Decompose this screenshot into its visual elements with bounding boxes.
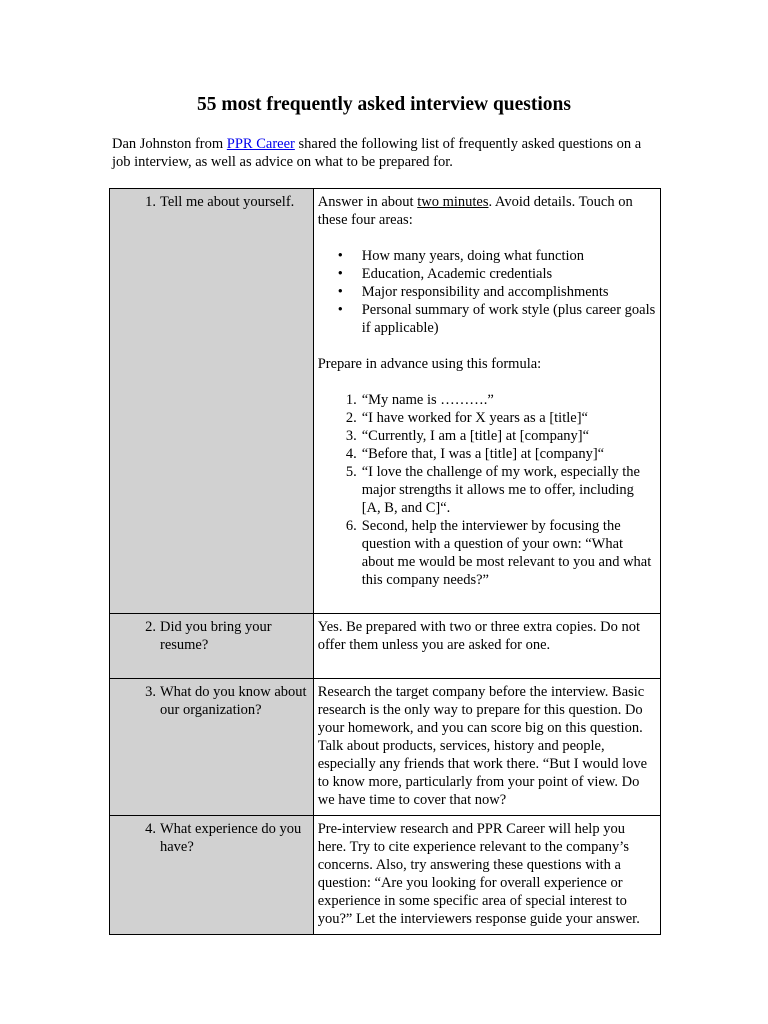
list-number: 5. [345, 464, 357, 480]
page-title: 55 most frequently asked interview questions [197, 94, 571, 115]
answer-underlined-text: two minutes [417, 194, 489, 210]
list-item [318, 247, 656, 265]
list-item [318, 391, 656, 409]
list-number: 6. [345, 518, 357, 534]
list-item-text: Major responsibility and accomplishments [361, 284, 609, 300]
intro-text-after: shared the following list of frequently asked questions on a job interview, as well as advice on what to be prepared for. [112, 136, 642, 170]
list-item-text: How many years, doing what function [361, 248, 585, 264]
list-item-text: “I love the challenge of my work, especially the major strengths it allows me to offer, including [A, B, and C]“. [361, 464, 640, 516]
answer-cell [313, 679, 660, 816]
answer-cell [313, 189, 660, 614]
table-row [110, 614, 661, 679]
formula-numbered-list [318, 391, 656, 589]
list-item [318, 283, 656, 301]
list-item [318, 445, 656, 463]
questions-table [109, 188, 661, 935]
answer-text-after: . Avoid details. Touch on these four areas: [317, 194, 633, 228]
question-number: 3. [145, 684, 156, 700]
table-row [110, 816, 661, 935]
list-item-text: “My name is ……….” [361, 392, 494, 408]
list-item-text: “I have worked for X years as a [title]“ [361, 410, 588, 426]
list-item [318, 517, 656, 589]
list-item [318, 463, 656, 517]
list-item [318, 301, 656, 337]
list-number: 3. [345, 428, 357, 444]
intro-text-before: Dan Johnston from [112, 136, 227, 152]
bullet-icon: • [337, 248, 343, 264]
answer-cell [313, 614, 660, 679]
table-row [110, 679, 661, 816]
answer-text [318, 193, 656, 229]
answer-text: Yes. Be prepared with two or three extra copies. Do not offer them unless you are asked for one. [317, 619, 640, 653]
list-item [318, 427, 656, 445]
bullet-icon: • [337, 284, 343, 300]
list-item-text: “Before that, I was a [title] at [company]“ [361, 446, 605, 462]
list-item-text: Second, help the interviewer by focusing the question with a question of your own: “What about me would be most relevant to you and what this company needs?” [361, 518, 652, 588]
question-text: What experience do you have? [160, 821, 302, 855]
answer-text-before: Answer in about [317, 194, 418, 210]
question-cell [110, 189, 314, 614]
question-cell [110, 614, 314, 679]
question-cell [110, 816, 314, 935]
list-item-text: Education, Academic credentials [361, 266, 553, 282]
areas-bullet-list [318, 247, 656, 337]
answer-cell [313, 816, 660, 935]
list-number: 1. [345, 392, 357, 408]
question-number: 2. [145, 619, 156, 635]
question-number: 1. [145, 194, 156, 210]
question-cell [110, 679, 314, 816]
intro-paragraph [112, 135, 662, 171]
ppr-career-link[interactable]: PPR Career [226, 136, 295, 152]
list-number: 4. [345, 446, 357, 462]
bullet-icon: • [337, 302, 343, 318]
answer-text: Pre-interview research and PPR Career will help you here. Try to cite experience relevant to the company’s concerns. Also, try answering these questions with a question: “Are you looking for overall experience or experience in some specific area of special interest to you?” Let the interviewers response guide your answer. [317, 821, 640, 927]
formula-intro: Prepare in advance using this formula: [317, 356, 542, 372]
list-item-text: Personal summary of work style (plus career goals if applicable) [361, 302, 656, 336]
list-item [318, 409, 656, 427]
question-text: What do you know about our organization? [160, 684, 307, 718]
list-number: 2. [345, 410, 357, 426]
list-item-text: “Currently, I am a [title] at [company]“ [361, 428, 590, 444]
question-text: Tell me about yourself. [160, 194, 295, 210]
answer-text: Research the target company before the interview. Basic research is the only way to prepare for this question. Do your homework, and you can score big on this question. Talk about products, services, history and people, especially any friends that work there. “But I would love to know more, particularly from your point of view. Do we have time to cover that now? [317, 684, 648, 808]
question-text: Did you bring your resume? [160, 619, 272, 653]
question-number: 4. [145, 821, 156, 837]
list-item [318, 265, 656, 283]
table-row [110, 189, 661, 614]
bullet-icon: • [337, 266, 343, 282]
